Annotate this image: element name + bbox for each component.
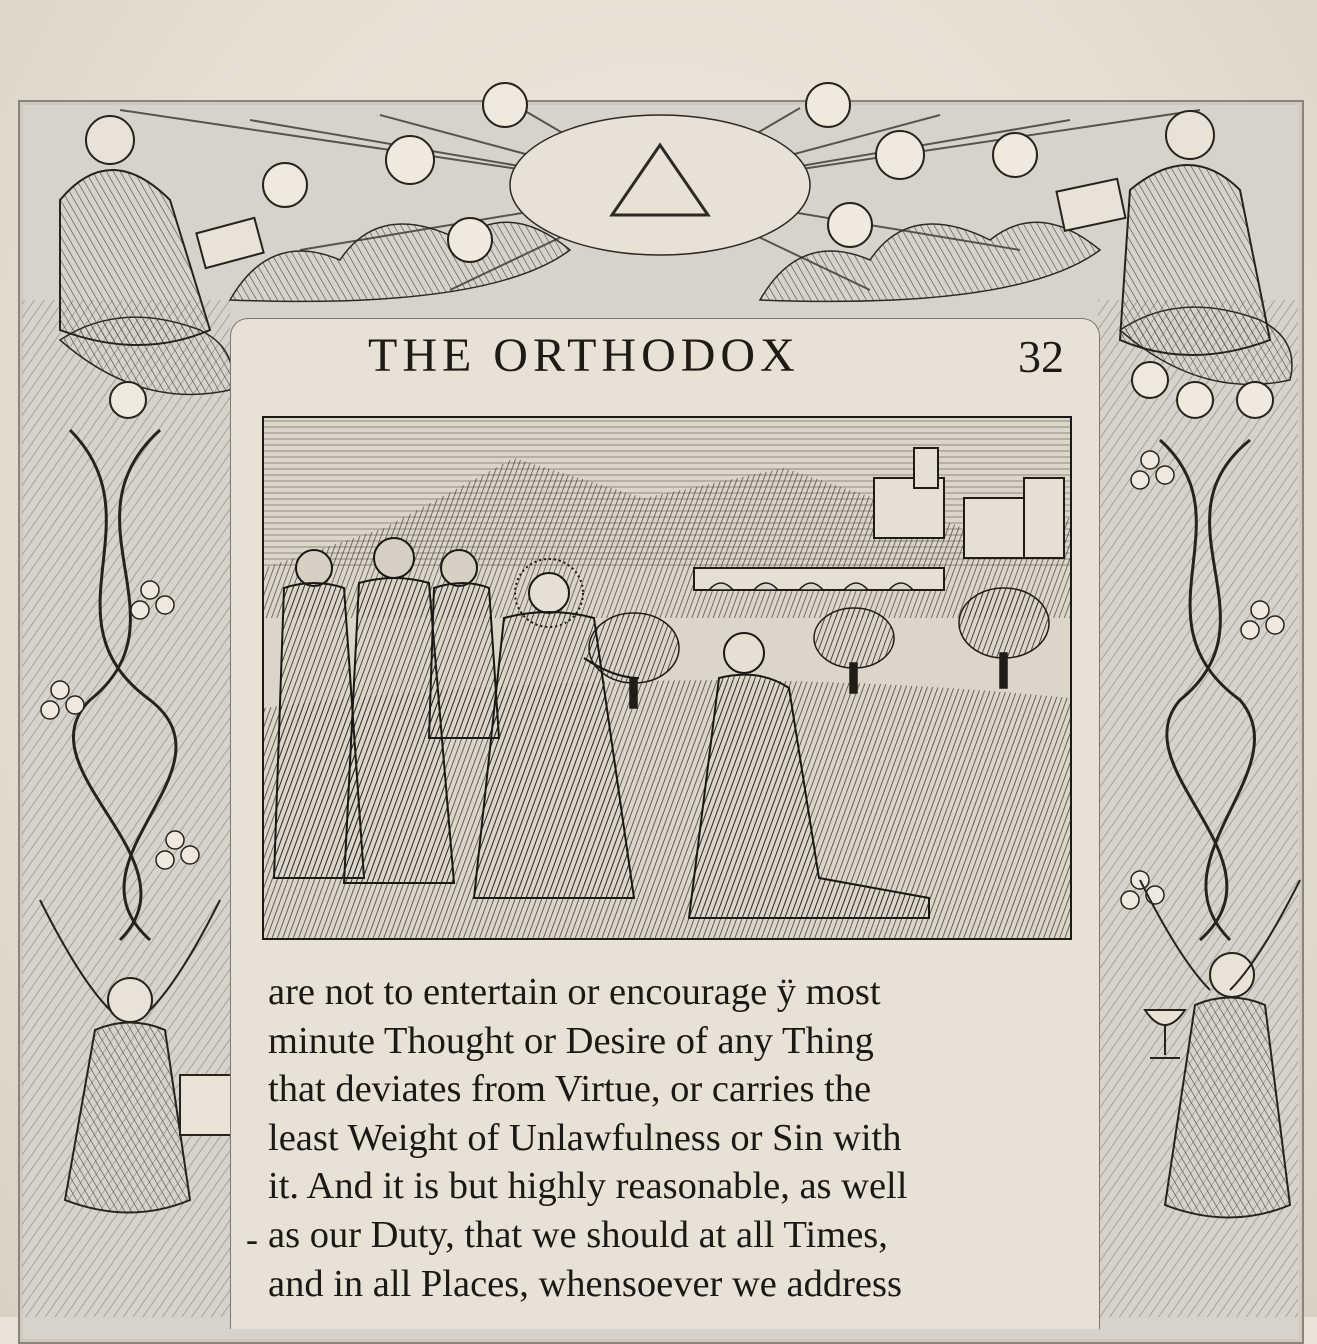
- body-text: [268, 968, 1068, 1308]
- text-line: as our Duty, that we should at all Times,: [268, 1213, 888, 1256]
- page-number: 32: [1018, 331, 1064, 382]
- running-head: THE ORTHODOX: [368, 329, 800, 382]
- text-line: least Weight of Unlawfulness or Sin with: [268, 1116, 902, 1159]
- text-line: and in all Places, whensoever we address: [268, 1262, 902, 1305]
- text-line: are not to entertain or encourage ÿ most: [268, 971, 881, 1013]
- text-line: that deviates from Virtue, or carries the: [268, 1068, 872, 1111]
- engraved-illustration: [262, 416, 1072, 940]
- saint-figure-left: [60, 116, 264, 345]
- text-line: minute Thought or Desire of any Thing: [268, 1019, 874, 1062]
- margin-mark: -: [246, 1219, 258, 1259]
- text-line: it. And it is but highly reasonable, as well: [268, 1165, 908, 1208]
